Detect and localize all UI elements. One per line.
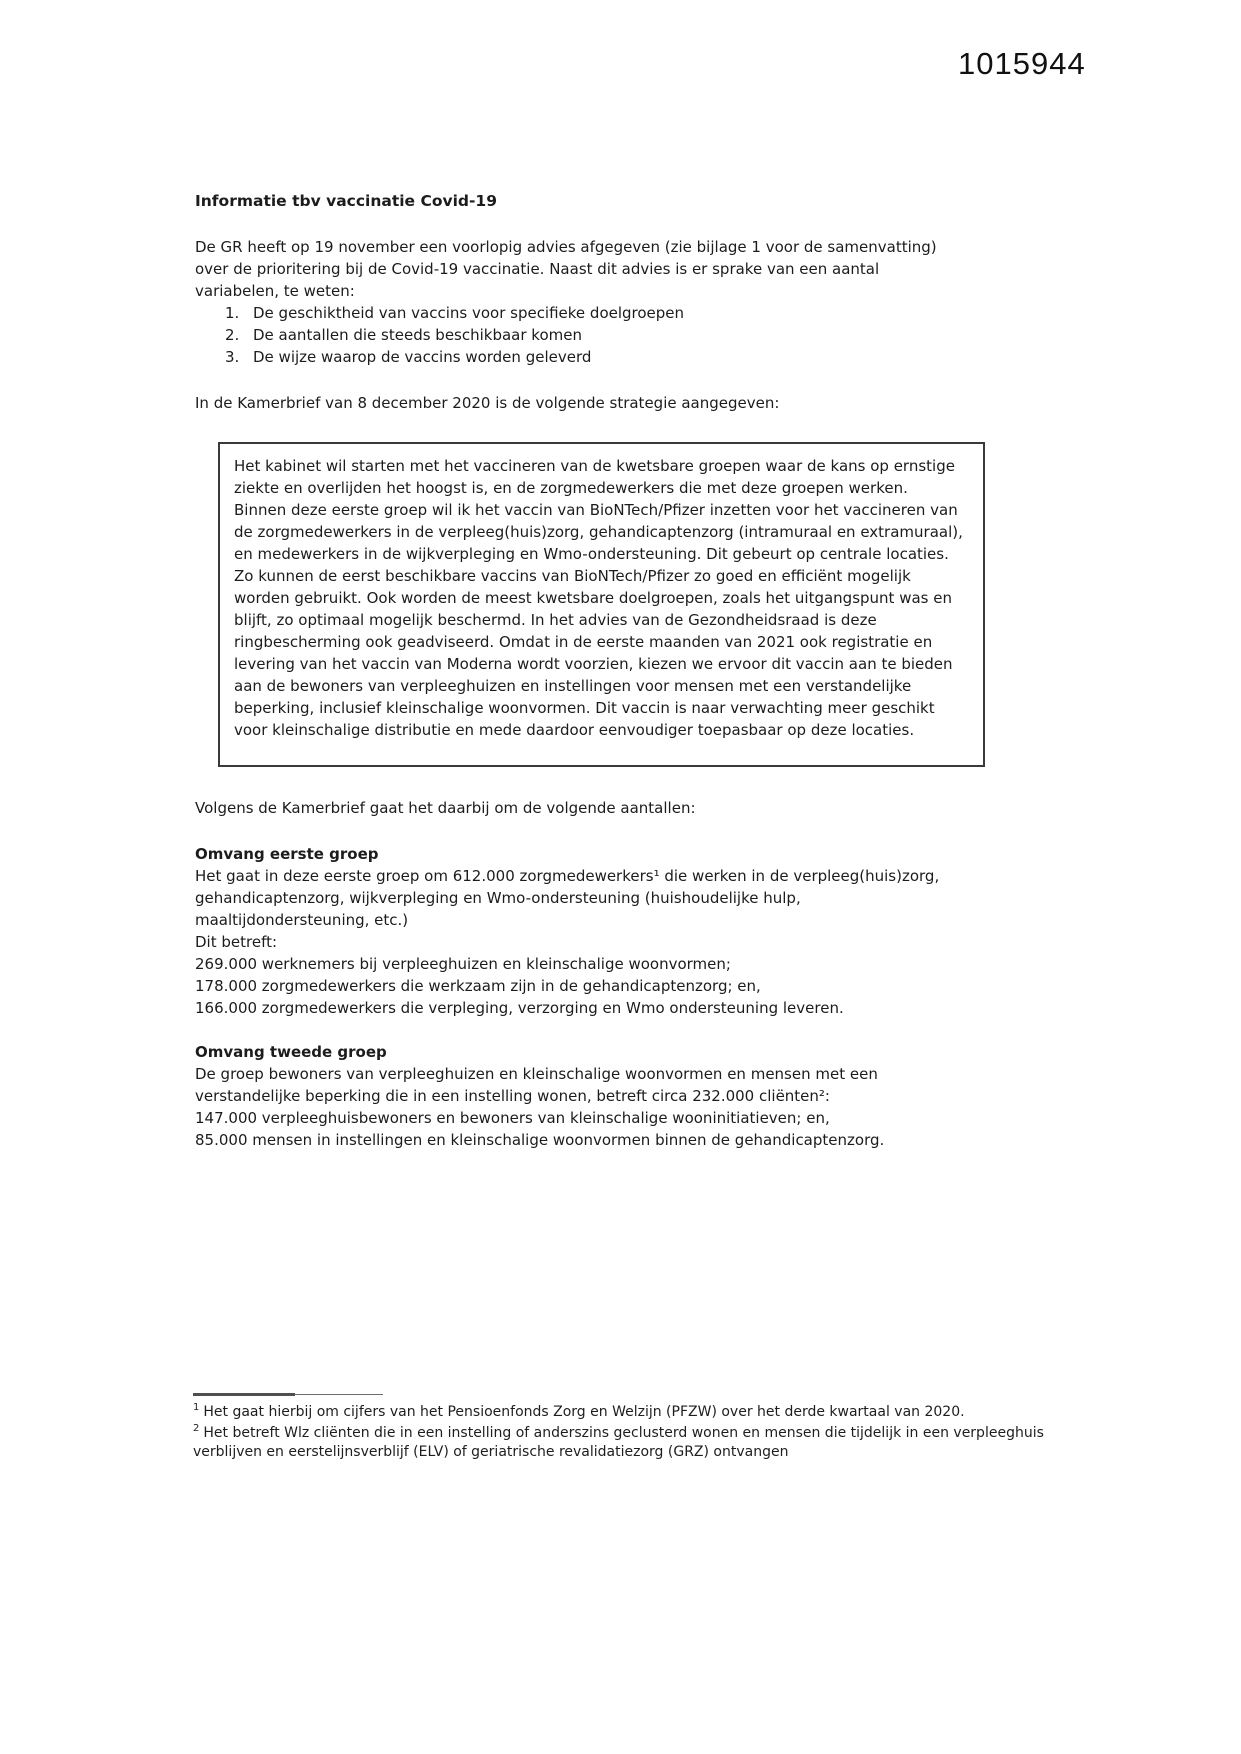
- first-group-item: 269.000 werknemers bij verpleeghuizen en kleinschalige woonvormen;: [195, 955, 731, 973]
- second-group-section: [195, 1041, 987, 1151]
- list-item-number: 1.: [225, 304, 240, 322]
- list-item-number: 3.: [225, 348, 240, 366]
- intro-paragraph: De GR heeft op 19 november een voorlopig advies afgegeven (zie bijlage 1 voor de samenvatting) over de prioritering bij de Covid-19 vaccinatie. Naast dit advies is er sprake van een aantal variabelen, te weten:: [195, 238, 937, 300]
- betreft-label: Dit betreft:: [195, 933, 278, 951]
- footnote-divider: [193, 1393, 1053, 1396]
- second-group-heading: Omvang tweede groep: [195, 1043, 387, 1061]
- strategy-quote-text: Het kabinet wil starten met het vaccineren van de kwetsbare groepen waar de kans op ernstige ziekte en overlijden het hoogst is, en de zorgmedewerkers die met deze groepen werken. Binnen deze eerste groep wil ik het vaccin van BioNTech/Pfizer inzetten voor het vaccineren van de zorgmedewerkers in de verpleeg(huis)zorg, gehandicaptenzorg (intramuraal en extramuraal), en medewerkers in de wijkverpleging en Wmo-ondersteuning. Dit gebeurt op centrale locaties. Zo kunnen de eerst beschikbare vaccins van BioNTech/Pfizer zo goed en efficiënt mogelijk worden gebruikt. Ook worden de meest kwetsbare doelgroepen, zoals het uitgangspunt was en blijft, zo optimaal mogelijk beschermd. In het advies van de Gezondheidsraad is deze ringbescherming ook geadviseerd. Omdat in de eerste maanden van 2021 ook registratie en levering van het vaccin van Moderna wordt voorzien, kiezen we ervoor dit vaccin aan te bieden aan de bewoners van verpleeghuizen en instellingen voor mensen met een verstandelijke beperking, inclusief kleinschalige woonvormen. Dit vaccin is naar verwachting meer geschikt voor kleinschalige distributie en mede daardoor eenvoudiger toepasbaar op deze locaties.: [234, 457, 963, 739]
- strategy-quote-box: [218, 442, 985, 767]
- second-group-item: 147.000 verpleeghuisbewoners en bewoners van kleinschalige wooninitiatieven; en,: [195, 1109, 830, 1127]
- list-item-text: De aantallen die steeds beschikbaar komen: [253, 326, 582, 344]
- list-item: [195, 324, 935, 346]
- list-item: [195, 346, 935, 368]
- first-group-section: [195, 843, 987, 1019]
- page-title: Informatie tbv vaccinatie Covid-19: [195, 192, 498, 210]
- footnote-1-marker: 1: [193, 1402, 200, 1414]
- first-group-heading: Omvang eerste groep: [195, 845, 379, 863]
- list-item-number: 2.: [225, 326, 240, 344]
- second-group-body: De groep bewoners van verpleeghuizen en kleinschalige woonvormen en mensen met een verstandelijke beperking die in een instelling wonen, betreft circa 232.000 cliënten²:: [195, 1065, 878, 1105]
- footnote-2-text: Het betreft Wlz cliënten die in een instelling of anderszins geclusterd wonen en mensen die tijdelijk in een verpleeghuis verblijven en eerstelijnsverblijf (ELV) of geriatrische revalidatiezorg (GRZ) ontvangen: [193, 1425, 1044, 1460]
- second-group-item: 85.000 mensen in instellingen en kleinschalige woonvormen binnen de gehandicaptenzorg.: [195, 1131, 885, 1149]
- list-item-text: De wijze waarop de vaccins worden geleverd: [253, 348, 592, 366]
- footnote-2: [193, 1424, 1053, 1462]
- footnote-1-text: Het gaat hierbij om cijfers van het Pensioenfonds Zorg en Welzijn (PFZW) over het derde kwartaal van 2020.: [203, 1404, 965, 1420]
- list-item-text: De geschiktheid van vaccins voor specifieke doelgroepen: [253, 304, 685, 322]
- document-number: 1015944: [958, 46, 1086, 81]
- first-group-item: 166.000 zorgmedewerkers die verpleging, verzorging en Wmo ondersteuning leveren.: [195, 999, 844, 1017]
- first-group-body: Het gaat in deze eerste groep om 612.000 zorgmedewerkers¹ die werken in de verpleeg(huis)zorg, gehandicaptenzorg, wijkverpleging en Wmo-ondersteuning (huishoudelijke hulp, maaltijdondersteuning, etc.): [195, 867, 940, 929]
- first-group-item: 178.000 zorgmedewerkers die werkzaam zijn in de gehandicaptenzorg; en,: [195, 977, 761, 995]
- footnote-2-marker: 2: [193, 1423, 200, 1435]
- aantallen-paragraph: Volgens de Kamerbrief gaat het daarbij om de volgende aantallen:: [195, 799, 696, 817]
- document-body: [195, 190, 987, 1173]
- variables-list: [195, 302, 987, 368]
- list-item: [195, 302, 935, 324]
- kamerbrief-paragraph: In de Kamerbrief van 8 december 2020 is de volgende strategie aangegeven:: [195, 394, 780, 412]
- footnote-1: [193, 1403, 1053, 1422]
- footnotes-section: [193, 1393, 1053, 1464]
